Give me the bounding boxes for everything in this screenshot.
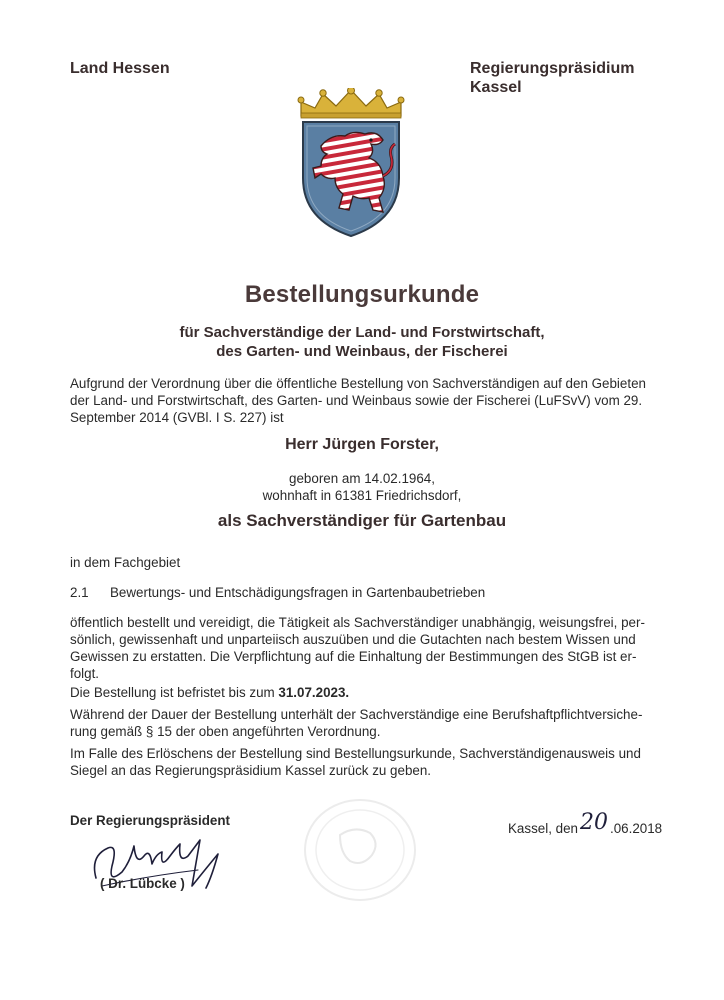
field-entry [70,584,657,601]
issuer-authority-line1: Regierungspräsidium [470,60,635,77]
field-number: 2.1 [70,585,89,600]
return-line2: Siegel an das Regierungspräsidium Kassel zurück zu geben. [70,763,432,778]
oath-line1: öffentlich bestellt und vereidigt, die Tätigkeit als Sachverständiger unabhängig, weisungsfrei, per- [70,615,645,630]
handwritten-day: 20 [579,810,608,835]
field-text: Bewertungs- und Entschädigungsfragen in Gartenbaubetrieben [110,585,486,600]
oath-line4: folgt. [70,666,100,681]
person-details [0,470,724,504]
document-subtitle [0,323,724,361]
term-end-date: 31.07.2023. [278,685,350,700]
intro-line2: der Land- und Forstwirtschaft, des Garten- und Weinbaus sowie der Fischerei (LuFSvV) vom 29. [70,393,643,408]
insurance-paragraph [70,706,657,740]
term-text: Die Bestellung ist befristet bis zum [70,685,275,700]
subtitle-line2: des Garten- und Weinbaus, der Fischerei [216,343,508,360]
embossed-seal [300,795,420,905]
subtitle-line1: für Sachverständige der Land- und Forstwirtschaft, [179,324,545,341]
oath-line3: Gewissen zu erstatten. Die Verpflichtung auf die Einhaltung der Bestimmungen des StGB ist er- [70,649,637,664]
oath-paragraph [70,614,657,682]
person-birth-date: geboren am 14.02.1964, [289,471,435,486]
person-name: Herr Jürgen Forster, [285,436,439,453]
oath-line2: sönlich, gewissenhaft und unparteiisch auszuüben und die Gutachten nach bestem Wissen und [70,632,636,647]
issuer-state: Land Hessen [70,60,170,77]
intro-line1: Aufgrund der Verordnung über die öffentliche Bestellung von Sachverständigen auf den Gebieten [70,376,646,391]
insurance-line1: Während der Dauer der Bestellung unterhält der Sachverständige eine Berufshaftpflichtversiche- [70,707,643,722]
place-prefix: Kassel, den [508,821,578,836]
crown-icon [298,88,404,118]
intro-line3: September 2014 (GVBl. I S. 227) ist [70,410,284,425]
signatory-title: Der Regierungspräsident [70,813,230,828]
hessen-coat-of-arms [291,88,411,238]
place-and-date [508,810,663,839]
return-paragraph [70,745,657,779]
appointment-role: als Sachverständiger für Gartenbau [217,511,507,530]
date-suffix: .06.2018 [609,821,663,836]
person-residence: wohnhaft in 61381 Friedrichsdorf, [262,488,462,503]
field-intro: in dem Fachgebiet [70,555,181,570]
return-line1: Im Falle des Erlöschens der Bestellung sind Bestellungsurkunde, Sachverständigenausweis und [70,746,641,761]
issuer-authority [470,59,634,97]
term-paragraph [70,684,657,701]
insurance-line2: rung gemäß § 15 der oben angeführten Verordnung. [70,724,381,739]
signatory-name: ( Dr. Lübcke ) [100,876,185,891]
issuer-authority-line2: Kassel [470,79,522,96]
document-title: Bestellungsurkunde [244,281,480,308]
intro-paragraph [70,375,657,426]
